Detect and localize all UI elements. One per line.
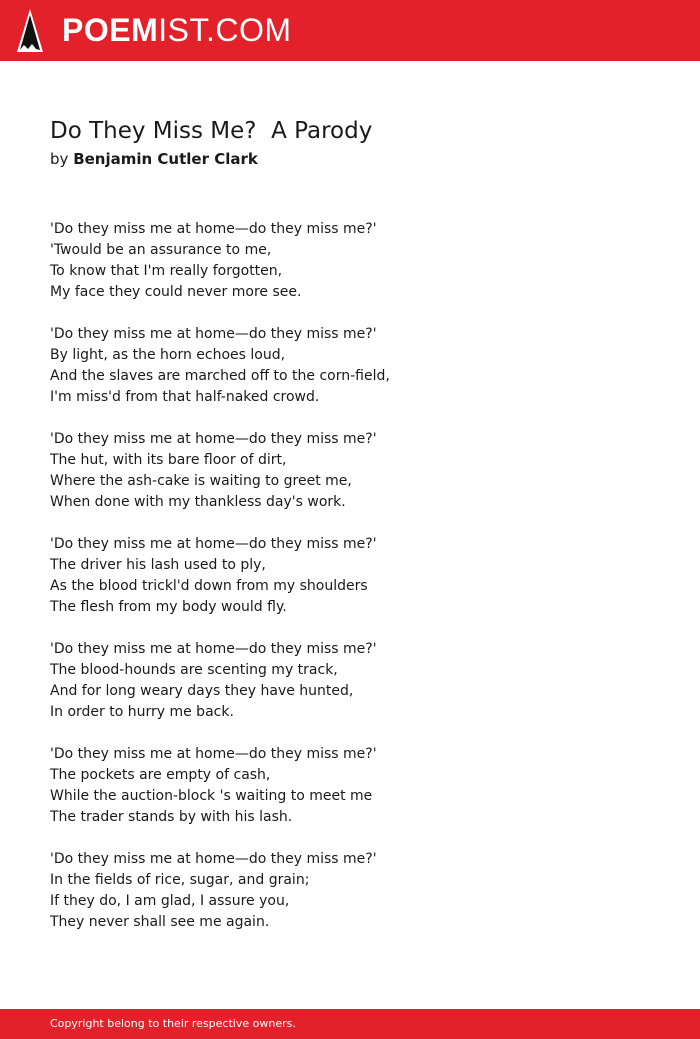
poem-line: The pockets are empty of cash, [50,767,271,783]
poem-line: 'Do they miss me at home—do they miss me?' [50,326,377,342]
poem-line: When done with my thankless day's work. [50,494,346,510]
stanza [50,429,650,513]
stanza [50,744,650,828]
pencil-logo-icon[interactable] [17,9,43,52]
poem-line: They never shall see me again. [50,914,270,930]
site-header [0,0,700,61]
poem-line: 'Do they miss me at home—do they miss me?' [50,536,377,552]
poem-line: 'Do they miss me at home—do they miss me?' [50,641,377,657]
poem-line: The blood-hounds are scenting my track, [50,662,338,678]
poem-line: I'm miss'd from that half-naked crowd. [50,389,320,405]
site-logo-text[interactable] [62,11,292,49]
poem-line: As the blood trickl'd down from my shoulders [50,578,368,594]
poem-line: And for long weary days they have hunted, [50,683,354,699]
poem-line: The flesh from my body would fly. [50,599,287,615]
stanza [50,849,650,933]
poem-line: To know that I'm really forgotten, [50,263,283,279]
poem-line: In the fields of rice, sugar, and grain; [50,872,310,888]
author-name: Benjamin Cutler Clark [73,150,258,168]
stanza [50,534,650,618]
poem-line: 'Do they miss me at home—do they miss me?' [50,746,377,762]
poem-line: 'Twould be an assurance to me, [50,242,272,258]
stanza [50,639,650,723]
poem-body [50,219,650,954]
poem-line: In order to hurry me back. [50,704,234,720]
poem-line: And the slaves are marched off to the corn-field, [50,368,390,384]
brand-light-text: IST.COM [158,12,292,48]
poem-line: If they do, I am glad, I assure you, [50,893,290,909]
poem-line: By light, as the horn echoes loud, [50,347,286,363]
poem-line: The trader stands by with his lash. [50,809,293,825]
poem-line: While the auction-block 's waiting to meet me [50,788,373,804]
poem-line: 'Do they miss me at home—do they miss me?' [50,221,377,237]
stanza [50,324,650,408]
poem-title: Do They Miss Me? A Parody [50,118,373,144]
poem-line: 'Do they miss me at home—do they miss me?' [50,851,377,867]
byline [50,149,258,169]
poem-line: My face they could never more see. [50,284,302,300]
poem-line: The hut, with its bare floor of dirt, [50,452,287,468]
copyright-notice: Copyright belong to their respective owners. [50,1017,296,1030]
poem-line: Where the ash-cake is waiting to greet me, [50,473,352,489]
by-label: by [50,150,69,168]
poem-line: The driver his lash used to ply, [50,557,266,573]
site-footer [0,1009,700,1039]
poem-line: 'Do they miss me at home—do they miss me?' [50,431,377,447]
stanza [50,219,650,303]
brand-bold-text: POEM [62,12,159,48]
